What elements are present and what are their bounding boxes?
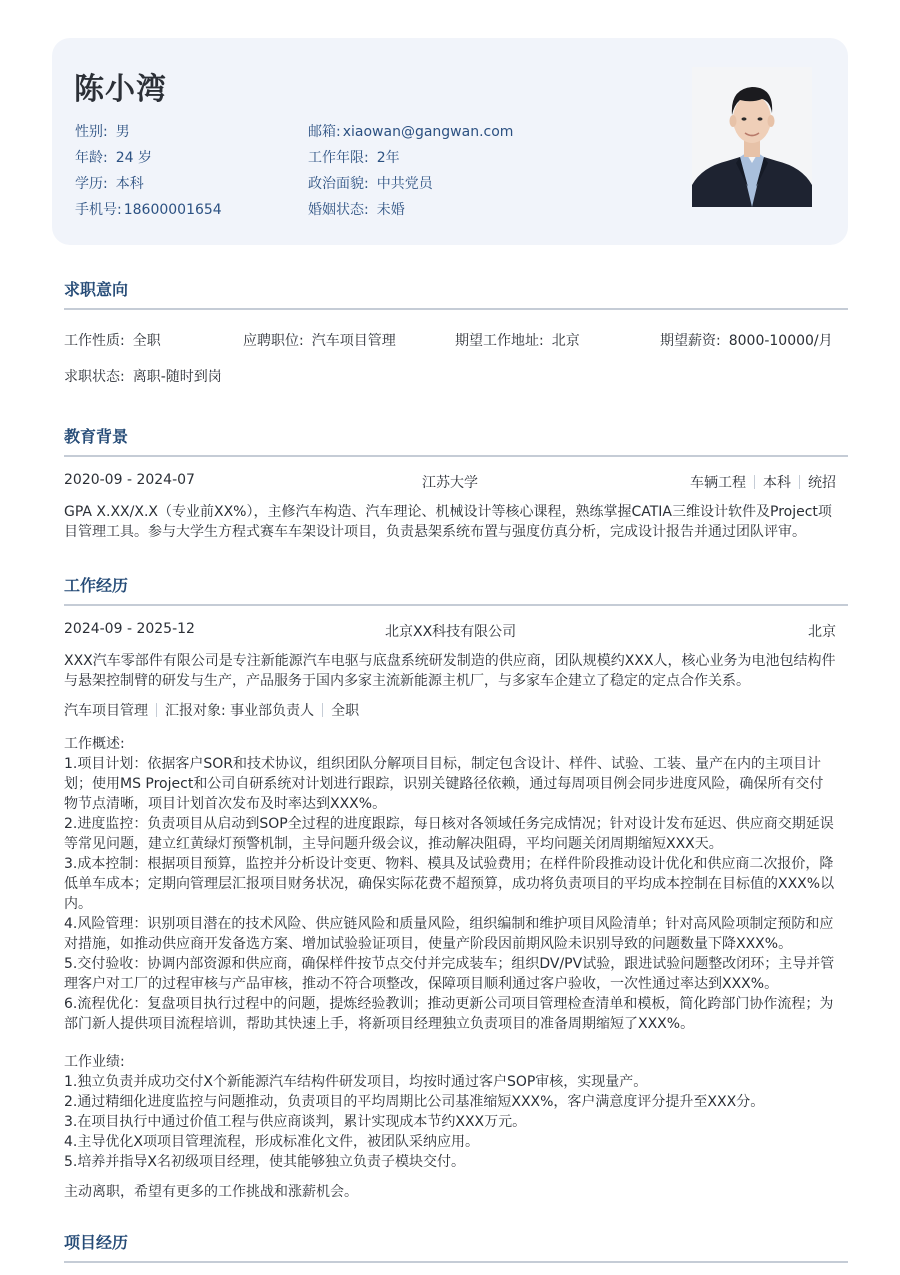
education-tags bbox=[690, 472, 836, 492]
intent-location bbox=[455, 330, 580, 350]
marital-row bbox=[308, 199, 405, 219]
intent-position-value: 汽车项目管理 bbox=[311, 333, 396, 349]
candidate-name: 陈小湾 bbox=[74, 72, 167, 107]
section-title-intent: 求职意向 bbox=[64, 280, 129, 299]
years-label: 工作年限: bbox=[308, 150, 369, 166]
politics-label: 政治面貌: bbox=[308, 176, 369, 192]
education-row bbox=[75, 173, 144, 193]
section-title-work: 工作经历 bbox=[64, 576, 129, 595]
age-value: 24 岁 bbox=[115, 150, 152, 166]
education-description: GPA X.XX/X.X（专业前XX%），主修汽车构造、汽车理论、机械设计等核心课程，熟练掌握CATIA三维设计软件及Project项目管理工具。参与大学生方程式赛车车架设计项目，负责悬架系统布置与强度仿真分析，完成设计报告并通过团队评审。 bbox=[64, 504, 832, 540]
section-divider bbox=[64, 604, 848, 606]
intent-salary-value: 8000-10000/月 bbox=[728, 333, 833, 349]
performance-item: 1.独立负责并成功交付X个新能源汽车结构件研发项目，均按时通过客户SOP审核，实现量产。 bbox=[64, 1074, 648, 1090]
overview-item: 4.风险管理：识别项目潜在的技术风险、供应链风险和质量风险，组织编制和维护项目风险清单；针对高风险项制定预防和应对措施，如推动供应商开发备选方案、增加试验验证项目，使量产阶段因前期风险未识别导致的问题数量下降XXX%。 bbox=[64, 916, 834, 952]
work-period: 2024-09 - 2025-12 bbox=[64, 621, 195, 637]
profile-card bbox=[52, 38, 848, 245]
politics-row bbox=[308, 173, 433, 193]
performance-title: 工作业绩: bbox=[64, 1054, 125, 1070]
profile-photo bbox=[692, 67, 812, 207]
phone-value[interactable]: 18600001654 bbox=[123, 202, 222, 218]
work-city: 北京 bbox=[808, 624, 836, 640]
gender-row bbox=[75, 121, 130, 141]
work-company: 北京XX科技有限公司 bbox=[385, 624, 517, 640]
work-overview bbox=[64, 734, 836, 1034]
years-row bbox=[308, 147, 400, 167]
marital-label: 婚姻状态: bbox=[308, 202, 369, 218]
overview-item: 1.项目计划：依据客户SOR和技术协议，组织团队分解项目目标，制定包含设计、样件、试验、工装、量产在内的主项目计划；使用MS Project和公司自研系统对计划进行跟踪，识别关键路径依赖，通过每周项目例会同步进度风险，确保所有交付物节点清晰，项目计划首次发布及时率达到XXX%。 bbox=[64, 756, 824, 812]
education-label: 学历: bbox=[75, 176, 108, 192]
intent-status-label: 求职状态: bbox=[64, 369, 125, 385]
tag-separator bbox=[799, 475, 800, 489]
intent-position-label: 应聘职位: bbox=[243, 333, 304, 349]
education-enroll: 统招 bbox=[808, 475, 836, 491]
gender-label: 性别: bbox=[75, 124, 108, 140]
email-row bbox=[308, 121, 513, 141]
intent-location-label: 期望工作地址: bbox=[455, 333, 544, 349]
marital-value: 未婚 bbox=[376, 202, 405, 218]
section-divider bbox=[64, 308, 848, 310]
tag-separator bbox=[156, 703, 157, 717]
education-value: 本科 bbox=[115, 176, 144, 192]
leave-reason: 主动离职，希望有更多的工作挑战和涨薪机会。 bbox=[64, 1184, 358, 1200]
overview-item: 5.交付验收：协调内部资源和供应商，确保样件按节点交付并完成装车；组织DV/PV试验，跟进试验问题整改闭环；主导并管理客户对工厂的过程审核与产品审核，推动不符合项整改，保障项目顺利通过客户验收，一次性通过率达到XXX%。 bbox=[64, 956, 835, 992]
education-major: 车辆工程 bbox=[690, 475, 746, 491]
work-performance bbox=[64, 1052, 836, 1172]
performance-item: 2.通过精细化进度监控与问题推动，负责项目的平均周期比公司基准缩短XXX%，客户满意度评分提升至XXX分。 bbox=[64, 1094, 765, 1110]
education-period: 2020-09 - 2024-07 bbox=[64, 472, 195, 488]
education-school: 江苏大学 bbox=[422, 475, 478, 491]
tag-separator bbox=[754, 475, 755, 489]
politics-value: 中共党员 bbox=[376, 176, 433, 192]
work-report-to: 汇报对象: 事业部负责人 bbox=[165, 703, 315, 719]
section-title-projects: 项目经历 bbox=[64, 1233, 129, 1252]
intent-location-value: 北京 bbox=[551, 333, 580, 349]
company-intro: XXX汽车零部件有限公司是专注新能源汽车电驱与底盘系统研发制造的供应商，团队规模约XXX人，核心业务为电池包结构件与悬架控制臂的研发与生产，产品服务于国内多家主流新能源主机厂，与多家车企建立了稳定的定点合作关系。 bbox=[64, 653, 836, 689]
years-value: 2年 bbox=[376, 150, 400, 166]
work-tags bbox=[64, 700, 359, 720]
intent-type-label: 工作性质: bbox=[64, 333, 125, 349]
phone-label: 手机号: bbox=[75, 202, 122, 218]
tag-separator bbox=[322, 703, 323, 717]
email-value[interactable]: xiaowan@gangwan.com bbox=[342, 124, 514, 140]
phone-row bbox=[75, 199, 222, 219]
portrait-image bbox=[692, 67, 812, 207]
age-row bbox=[75, 147, 152, 167]
performance-item: 5.培养并指导X名初级项目经理，使其能够独立负责子模块交付。 bbox=[64, 1154, 465, 1170]
intent-position bbox=[243, 330, 396, 350]
performance-item: 4.主导优化X项项目管理流程，形成标准化文件，被团队采纳应用。 bbox=[64, 1134, 479, 1150]
intent-type bbox=[64, 330, 161, 350]
work-role: 汽车项目管理 bbox=[64, 703, 148, 719]
age-label: 年龄: bbox=[75, 150, 108, 166]
section-title-education: 教育背景 bbox=[64, 427, 129, 446]
education-degree: 本科 bbox=[763, 475, 791, 491]
gender-value: 男 bbox=[115, 124, 130, 140]
overview-item: 6.流程优化：复盘项目执行过程中的问题，提炼经验教训；推动更新公司项目管理检查清单和模板，简化跨部门协作流程；为部门新人提供项目流程培训，帮助其快速上手，将新项目经理独立负责项目的准备周期缩短了XXX%。 bbox=[64, 996, 834, 1032]
intent-salary bbox=[660, 330, 833, 350]
overview-item: 2.进度监控：负责项目从启动到SOP全过程的进度跟踪，每日核对各领域任务完成情况；针对设计发布延迟、供应商交期延误等常见问题，建立红黄绿灯预警机制，主导问题升级会议，推动解决阻碍，平均问题关闭周期缩短XXX天。 bbox=[64, 816, 834, 852]
overview-title: 工作概述: bbox=[64, 736, 125, 752]
email-label: 邮箱: bbox=[308, 124, 341, 140]
work-job-type: 全职 bbox=[331, 703, 360, 719]
performance-item: 3.在项目执行中通过价值工程与供应商谈判，累计实现成本节约XXX万元。 bbox=[64, 1114, 527, 1130]
intent-salary-label: 期望薪资: bbox=[660, 333, 721, 349]
section-divider bbox=[64, 455, 848, 457]
overview-item: 3.成本控制：根据项目预算，监控并分析设计变更、物料、模具及试验费用；在样件阶段推动设计优化和供应商二次报价，降低单车成本；定期向管理层汇报项目财务状况，确保实际花费不超预算，成功将负责项目的平均成本控制在目标值的XXX%以内。 bbox=[64, 856, 835, 912]
section-divider bbox=[64, 1261, 848, 1263]
intent-type-value: 全职 bbox=[132, 333, 161, 349]
intent-status bbox=[64, 366, 222, 386]
intent-status-value: 离职-随时到岗 bbox=[132, 369, 222, 385]
